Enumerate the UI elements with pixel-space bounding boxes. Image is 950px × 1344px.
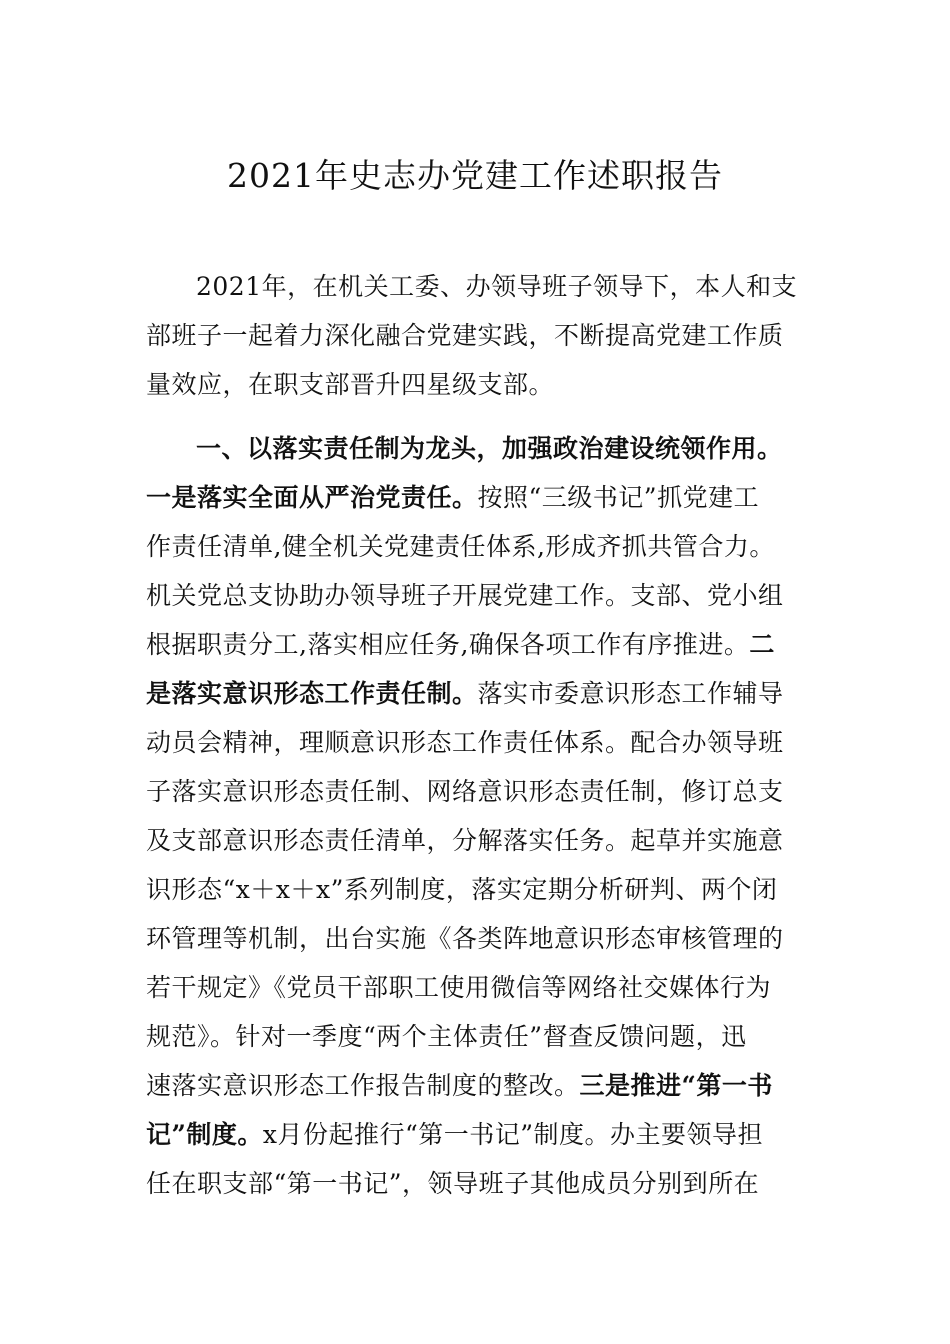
document-title: 2021年史志办党建工作述职报告 xyxy=(227,156,723,195)
paragraph-line: 规范》。针对一季度“两个主体责任”督查反馈问题，迅 xyxy=(146,1022,747,1051)
bold-phrase: 记”制度。 xyxy=(146,1120,263,1149)
paragraph-line: 识形态“x＋x＋x”系列制度，落实定期分析研判、两个闭 xyxy=(146,875,778,904)
paragraph-line: 子落实意识形态责任制、网络意识形态责任制，修订总支 xyxy=(146,777,784,806)
paragraph-line xyxy=(146,669,816,718)
text-run: x月份起推行“第一书记”制度。办主要领导担 xyxy=(262,1120,764,1149)
paragraph-line: 动员会精神，理顺意识形态工作责任体系。配合办领导班 xyxy=(146,728,784,757)
paragraph-line: 若干规定》《党员干部职工使用微信等网络社交媒体行为 xyxy=(146,973,772,1002)
text-run: 根据职责分工,落实相应任务,确保各项工作有序推进。 xyxy=(146,630,750,659)
paragraph-line xyxy=(146,473,816,522)
section-heading: 一、以落实责任制为龙头，加强政治建设统领作用。 xyxy=(196,434,783,463)
bold-phrase: 是落实意识形态工作责任制。 xyxy=(146,679,478,708)
paragraph-line: 机关党总支协助办领导班子开展党建工作。支部、党小组 xyxy=(146,581,784,610)
paragraph-line: 量效应，在职支部晋升四星级支部。 xyxy=(146,370,555,399)
text-run: 落实市委意识形态工作辅导 xyxy=(477,679,784,708)
paragraph-line: 及支部意识形态责任清单，分解落实任务。起草并实施意 xyxy=(146,826,784,855)
paragraph-line xyxy=(146,1110,816,1159)
paragraph-line xyxy=(146,620,816,669)
text-run: 按照“三级书记”抓党建工 xyxy=(477,483,760,512)
text-run: 速落实意识形态工作报告制度的整改。 xyxy=(146,1071,580,1100)
paragraph-line xyxy=(146,1061,816,1110)
paragraph-line: 部班子一起着力深化融合党建实践，不断提高党建工作质 xyxy=(146,321,784,350)
bold-phrase: 一是落实全面从严治党责任。 xyxy=(146,483,478,512)
bold-phrase: 二 xyxy=(749,630,775,659)
paragraph-line: 任在职支部“第一书记”，领导班子其他成员分别到所在 xyxy=(146,1169,760,1198)
paragraph-line: 作责任清单,健全机关党建责任体系,形成齐抓共管合力。 xyxy=(146,532,775,561)
paragraph-line: 环管理等机制，出台实施《各类阵地意识形态审核管理的 xyxy=(146,924,784,953)
bold-phrase: 三是推进“第一书 xyxy=(579,1071,773,1100)
paragraph-line: 2021年，在机关工委、办领导班子领导下，本人和支 xyxy=(196,272,798,301)
